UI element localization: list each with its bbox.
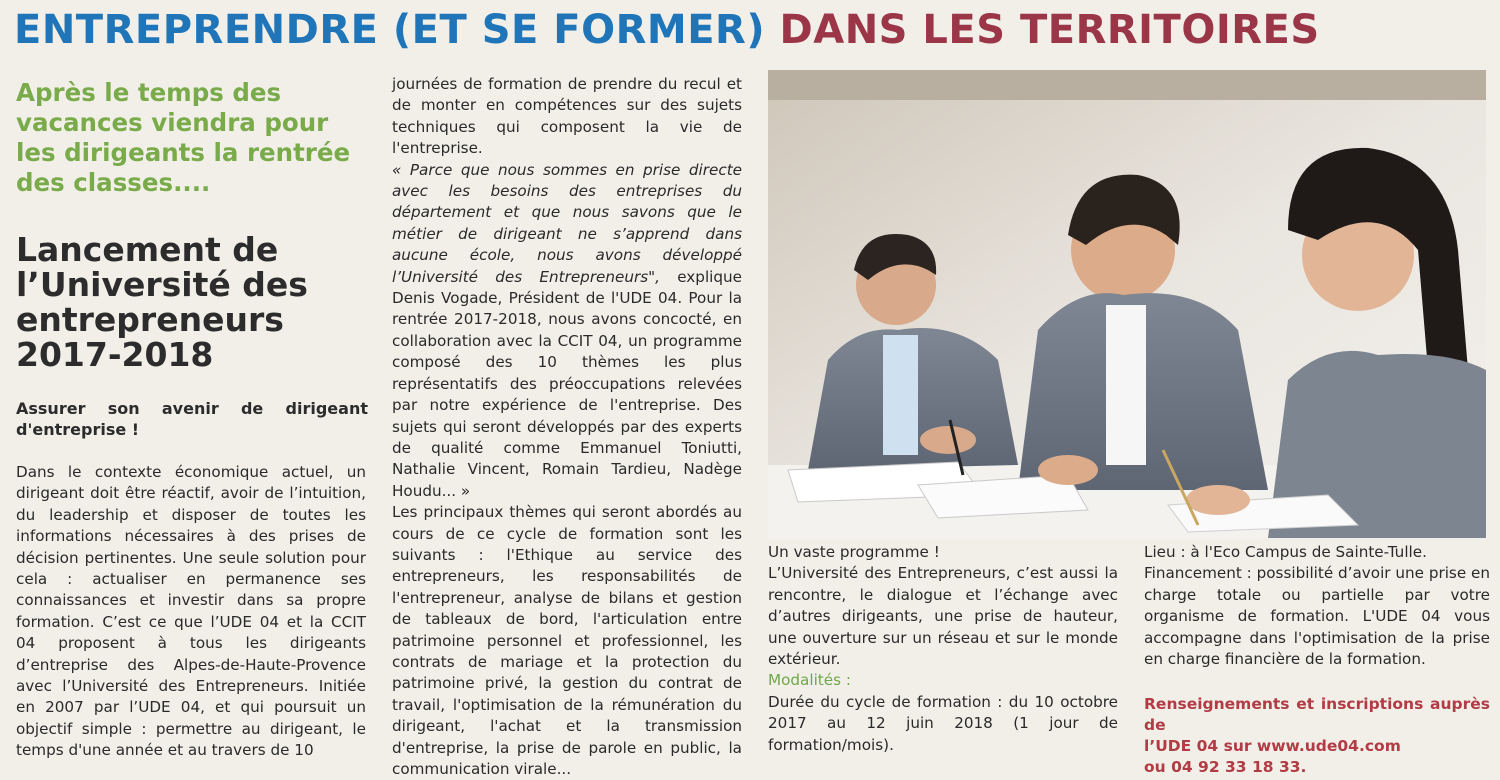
column-4 <box>1144 542 1490 778</box>
photo-illustration <box>768 70 1486 538</box>
financement-text: Financement : possibilité d’avoir une prise en charge totale ou partielle par votre organisme de formation. L'UDE 04 vous accompagne dans l'optimisation de la prise en charge financière de la formation. <box>1144 564 1490 669</box>
page-headline <box>14 4 1494 56</box>
quote-paragraph <box>392 160 742 503</box>
contact-line: Renseignements et inscriptions auprès de <box>1144 695 1490 735</box>
title-line: entrepreneurs <box>16 300 284 339</box>
article-photo <box>768 70 1486 538</box>
column-2-body <box>392 74 742 780</box>
quote-text: « Parce que nous sommes en prise directe avec les besoins des entreprises du département et que nous savons que le métier de dirigeant ne s’apprend dans aucune école, nous avons développé l’Université des Entrepreneurs", <box>392 160 742 286</box>
title-line: 2017-2018 <box>16 335 214 374</box>
quote-attribution: explique Denis Vogade, Président de l'UDE 04. Pour la rentrée 2017-2018, nous avons concocté, en collaboration avec la CCIT 04, un programme composé des 10 thèmes les plus représentatifs des préoccupations relevées par notre expérience de l'entreprise. Des sujets qui seront développés par des experts de qualité comme Emmanuel Toniutti, Nathalie Vincent, Romain Tardieu, Nadège Houdu... » <box>392 267 742 500</box>
paragraph: L’Université des Entrepreneurs, c’est aussi la rencontre, le dialogue et l’échange avec d’autres dirigeants, une prise de hauteur, une ouverture sur un réseau et sur le monde extérieur. <box>768 564 1118 669</box>
headline-part2: DANS LES TERRITOIRES <box>779 7 1320 53</box>
article-title <box>16 232 366 372</box>
column-3 <box>768 542 1118 756</box>
modalites-label: Modalités : <box>768 671 851 690</box>
contact-phone-line: ou 04 92 33 18 33. <box>1144 758 1307 777</box>
column-1-body: Dans le contexte économique actuel, un dirigeant doit être réactif, avoir de l’intuition, du leadership et disposer de toutes les informations nécessaires à des prises de décision pertinentes. Une seule solution pour cela : actualiser en permanence ses connaissances et investir dans sa propre formation. C’est ce que l’UDE 04 et la CCIT 04 proposent à tous les dirigeants d’entreprise des Alpes-de-Haute-Provence avec l’Université des Entrepreneurs. Initiée en 2007 par l’UDE 04, et qui poursuit un objectif simple : permettre au dirigeant, le temps d'une année et au travers de 10 <box>16 463 366 760</box>
contact-website-line: l’UDE 04 sur www.ude04.com <box>1144 737 1401 756</box>
article-subtitle: Assurer son avenir de dirigeant d'entreprise ! <box>16 399 368 439</box>
title-line: Lancement de <box>16 230 279 269</box>
title-line: l’Université des <box>16 265 308 304</box>
paragraph: Durée du cycle de formation : du 10 octobre 2017 au 12 juin 2018 (1 jour de formation/mois). <box>768 692 1118 754</box>
paragraph: Les principaux thèmes qui seront abordés au cours de ce cycle de formation sont les suivants : l'Ethique au service des entrepreneurs, les responsabilités de l'entrepreneur, analyse de bilans et gestion de tableaux de bord, l'articulation entre patrimoine personnel et professionnel, les contrats de mariage et la protection du patrimoine privé, la gestion du contrat de travail, l'optimisation de la rémunération du dirigeant, l'achat et la transmission d'entreprise, la prise de parole en public, la communication virale... <box>392 503 742 778</box>
intro-text: Après le temps des vacances viendra pour les dirigeants la rentrée des classes.... <box>16 78 351 197</box>
paragraph: journées de formation de prendre du recul et de monter en compétences sur des sujets techniques qui composent la vie de l'entreprise. <box>392 75 742 158</box>
lieu-text: Lieu : à l'Eco Campus de Sainte-Tulle. <box>1144 543 1427 561</box>
section-heading: Un vaste programme ! <box>768 543 940 561</box>
headline-part1: ENTREPRENDRE (ET SE FORMER) <box>14 7 766 53</box>
